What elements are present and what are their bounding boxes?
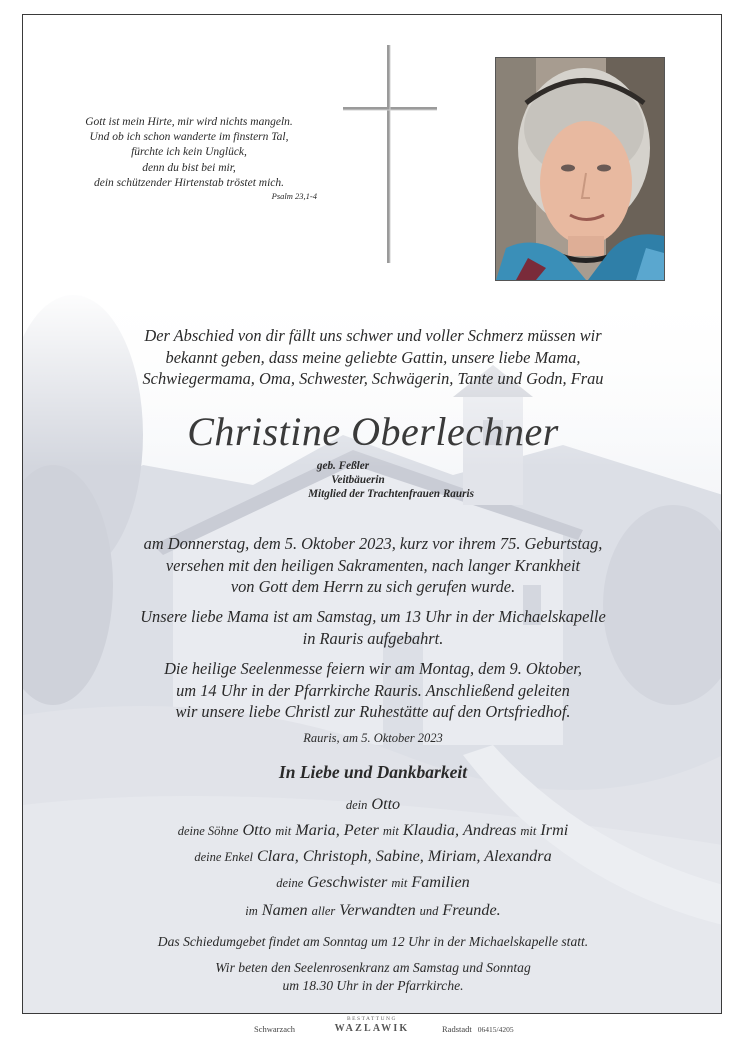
paragraph-line: am Donnerstag, dem 5. Oktober 2023, kurz vor ihrem 75. Geburtstag, — [143, 534, 603, 553]
note-line: um 18.30 Uhr in der Pfarrkirche. — [282, 978, 464, 993]
family-names: Namen — [261, 901, 308, 919]
family-relation: deine Enkel — [194, 850, 253, 864]
psalm-line: dein schützender Hirtenstab tröstet mich. — [93, 176, 285, 189]
farm-title: Veitbäuerin — [331, 474, 385, 486]
paragraph-line: Die heilige Seelenmesse feiern wir am Montag, dem 9. Oktober, — [164, 659, 582, 678]
family-names: Freunde. — [442, 901, 501, 919]
family-names: Klaudia, — [402, 821, 460, 839]
family-names: Familien — [411, 873, 470, 891]
family-line-grandchildren — [23, 845, 722, 868]
family-names: Geschwister — [307, 873, 388, 891]
footer-town: Radstadt — [442, 1024, 472, 1034]
family-connector: mit — [275, 824, 292, 838]
obituary-card — [22, 14, 722, 1014]
family-names: Irmi — [540, 821, 569, 839]
birth-name: geb. Feßler — [316, 460, 370, 472]
psalm-line: fürchte ich kein Unglück, — [131, 146, 247, 159]
deceased-details — [23, 459, 722, 501]
deceased-name: Christine Oberlechner — [187, 409, 559, 454]
psalm-line: Und ob ich schon wanderte im finstern Tal, — [89, 131, 289, 144]
family-relation: deine — [276, 876, 304, 890]
family-connector: im — [245, 904, 258, 918]
psalm-line: denn du bist bei mir, — [142, 161, 236, 174]
family-names: Peter — [343, 821, 379, 839]
family-connector: mit — [382, 824, 399, 838]
family-relation: dein — [345, 798, 368, 812]
funeral-home-logo — [310, 1016, 434, 1035]
viewing-paragraph — [63, 606, 683, 649]
footer-location-right — [442, 1024, 514, 1034]
membership: Mitglied der Trachtenfrauen Rauris — [308, 488, 474, 500]
intro-line: bekannt geben, dass meine geliebte Gattin, unsere liebe Mama, — [165, 347, 581, 367]
family-line-sons — [23, 819, 722, 842]
place-date: Rauris, am 5. Oktober 2023 — [303, 731, 443, 745]
closing-phrase: In Liebe und Dankbarkeit — [278, 762, 468, 782]
death-paragraph — [63, 533, 683, 598]
note-line: Wir beten den Seelenrosenkranz am Samstag und Sonntag — [215, 960, 531, 975]
footer-phone: 06415/4205 — [477, 1025, 514, 1034]
intro-line: Schwiegermama, Oma, Schwester, Schwägerin, Tante und Godn, Frau — [142, 369, 604, 388]
family-relation: deine Söhne — [177, 824, 239, 838]
psalm-line: Gott ist mein Hirte, mir wird nichts mangeln. — [85, 116, 293, 128]
family-names: Otto — [371, 795, 401, 813]
family-names: Verwandten — [339, 901, 416, 919]
family-names: Andreas — [463, 821, 517, 839]
psalm-reference: Psalm 23,1-4 — [271, 191, 317, 202]
paragraph-line: versehen mit den heiligen Sakramenten, nach langer Krankheit — [165, 555, 581, 575]
family-line-relatives — [23, 899, 722, 922]
farewell-prayer-note — [23, 933, 722, 951]
paragraph-line: Unsere liebe Mama ist am Samstag, um 13 Uhr in der Michaelskapelle — [140, 607, 606, 626]
paragraph-line: in Rauris aufgebahrt. — [302, 628, 444, 648]
paragraph-line: wir unsere liebe Christl zur Ruhestätte auf den Ortsfriedhof. — [175, 702, 571, 721]
family-names: Clara, Christoph, Sabine, Miriam, Alexandra — [256, 847, 552, 865]
mass-paragraph — [63, 658, 683, 723]
family-connector: und — [419, 904, 439, 918]
intro-line: Der Abschied von dir fällt uns schwer und voller Schmerz müssen wir — [144, 326, 602, 345]
paragraph-line: um 14 Uhr in der Pfarrkirche Rauris. Anschließend geleiten — [176, 680, 570, 700]
family-connector: mit — [391, 876, 408, 890]
psalm-quote — [33, 115, 345, 202]
cross-icon — [343, 45, 437, 263]
family-connector: mit — [520, 824, 537, 838]
portrait-photo — [495, 57, 665, 281]
family-line-spouse — [23, 793, 722, 816]
note-line: Das Schiedumgebet findet am Sonntag um 12 Uhr in der Michaelskapelle statt. — [157, 934, 589, 949]
paragraph-line: von Gott dem Herrn zu sich gerufen wurde. — [230, 577, 516, 596]
rosary-note — [23, 959, 722, 995]
family-connector: aller — [311, 904, 336, 918]
family-names: Maria, — [295, 821, 340, 839]
family-names: Otto — [242, 821, 272, 839]
logo-name: WAZLAWIK — [334, 1023, 410, 1034]
family-line-siblings — [23, 871, 722, 894]
footer-location-left: Schwarzach — [254, 1024, 296, 1034]
intro-text — [63, 325, 683, 390]
logo-subtitle: BESTATTUNG — [346, 1016, 397, 1022]
funeral-home-footer — [0, 1016, 750, 1038]
